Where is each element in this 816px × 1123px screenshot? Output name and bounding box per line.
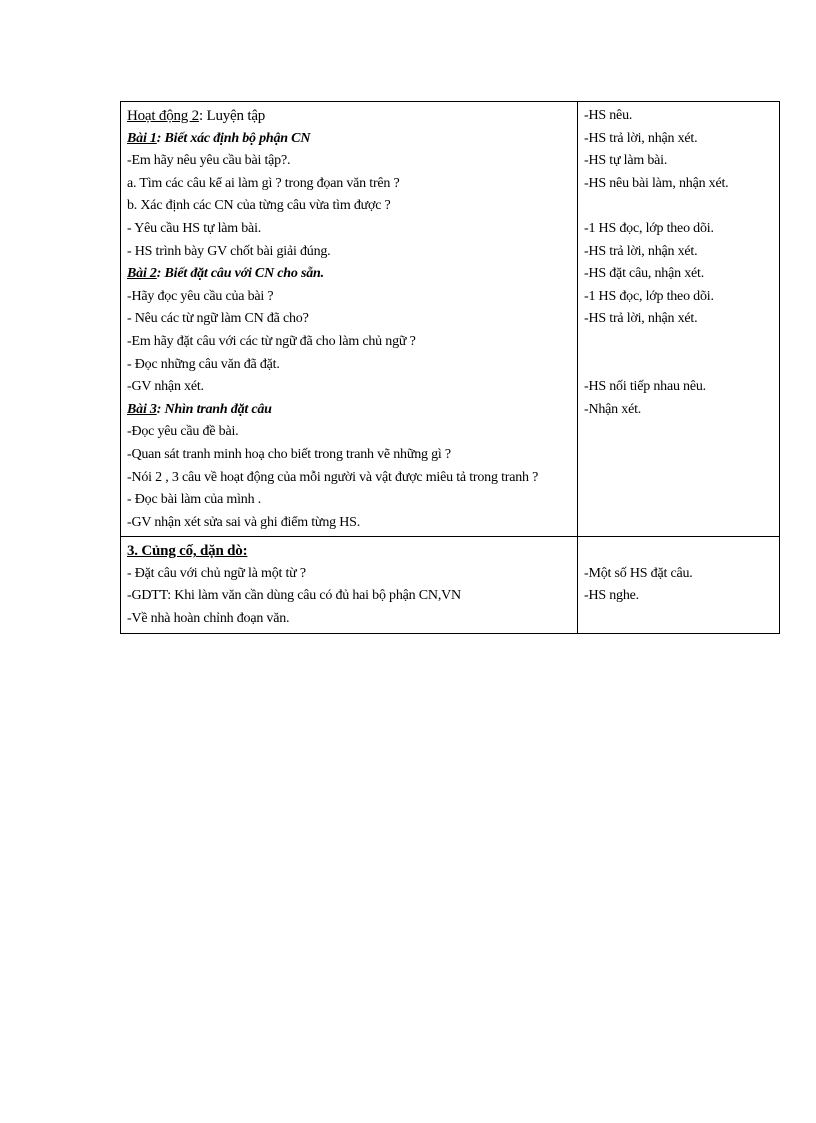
teacher-line: -Quan sát tranh minh hoạ cho biết trong tranh vẽ những gì ? xyxy=(127,446,451,462)
teacher-line: -Đọc yêu cầu đề bài. xyxy=(127,424,239,440)
student-line: -HS nghe. xyxy=(584,588,639,604)
teacher-line: - Đọc bài làm của mình . xyxy=(127,492,261,508)
student-line: -HS tự làm bài. xyxy=(584,153,668,169)
student-line: -HS đặt câu, nhận xét. xyxy=(584,266,705,282)
student-line: -HS nối tiếp nhau nêu. xyxy=(584,379,706,395)
teacher-line: a. Tìm các câu kể ai làm gì ? trong đọan văn trên ? xyxy=(127,175,400,191)
student-line: -HS trả lời, nhận xét. xyxy=(584,130,698,146)
student-line: -Nhận xét. xyxy=(584,401,642,417)
teacher-line: -Em hãy đặt câu với các từ ngữ đã cho làm chủ ngữ ? xyxy=(127,333,416,349)
exercise-1-title: Bài 1: Biết xác định bộ phận CN xyxy=(127,130,311,146)
student-line: -HS nêu. xyxy=(584,108,633,123)
teacher-line: -GV nhận xét. xyxy=(127,379,204,395)
exercise-3-title: Bài 3: Nhìn tranh đặt câu xyxy=(127,401,272,417)
student-line: -HS nêu bài làm, nhận xét. xyxy=(584,175,729,191)
student-line: -Một số HS đặt câu. xyxy=(584,565,693,581)
student-activities-cell xyxy=(578,102,780,537)
teacher-line: -Về nhà hoàn chỉnh đoạn văn. xyxy=(127,611,290,627)
student-line: -HS trả lời, nhận xét. xyxy=(584,243,698,259)
student-line: -1 HS đọc, lớp theo dõi. xyxy=(584,220,714,236)
teacher-line: - Yêu cầu HS tự làm bài. xyxy=(127,220,262,236)
teacher-line: - HS trình bày GV chốt bài giải đúng. xyxy=(127,243,331,259)
activity-heading: Hoạt động 2: Luyện tập xyxy=(127,108,266,124)
lesson-plan-table xyxy=(120,101,780,634)
teacher-line: -GV nhận xét sửa sai và ghi điểm từng HS. xyxy=(127,514,361,530)
teacher-line: - Nêu các từ ngữ làm CN đã cho? xyxy=(127,311,309,327)
consolidation-heading: 3. Củng cố, dặn dò: xyxy=(127,543,248,560)
teacher-line: -GDTT: Khi làm văn cần dùng câu có đủ hai bộ phận CN,VN xyxy=(127,588,461,604)
spacer-line xyxy=(584,331,774,376)
teacher-consolidation-cell xyxy=(121,537,578,633)
student-line: -1 HS đọc, lớp theo dõi. xyxy=(584,288,714,304)
student-line: -HS trả lời, nhận xét. xyxy=(584,311,698,327)
teacher-line: -Em hãy nêu yêu cầu bài tập?. xyxy=(127,153,291,169)
teacher-line: - Đặt câu với chủ ngữ là một từ ? xyxy=(127,565,306,581)
activity-row xyxy=(121,102,780,537)
consolidation-row xyxy=(121,537,780,633)
teacher-line: -Hãy đọc yêu cầu của bài ? xyxy=(127,288,274,304)
teacher-line: - Đọc những câu văn đã đặt. xyxy=(127,356,280,372)
spacer-line xyxy=(584,540,774,563)
teacher-activities-cell xyxy=(121,102,578,537)
exercise-2-title: Bài 2: Biết đặt câu với CN cho sẵn. xyxy=(127,266,324,282)
teacher-line: -Nói 2 , 3 câu về hoạt động của mỗi người và vật được miêu tả trong tranh ? xyxy=(127,469,539,485)
spacer-line xyxy=(584,195,774,218)
teacher-line: b. Xác định các CN của từng câu vừa tìm được ? xyxy=(127,198,391,214)
student-consolidation-cell xyxy=(578,537,780,633)
